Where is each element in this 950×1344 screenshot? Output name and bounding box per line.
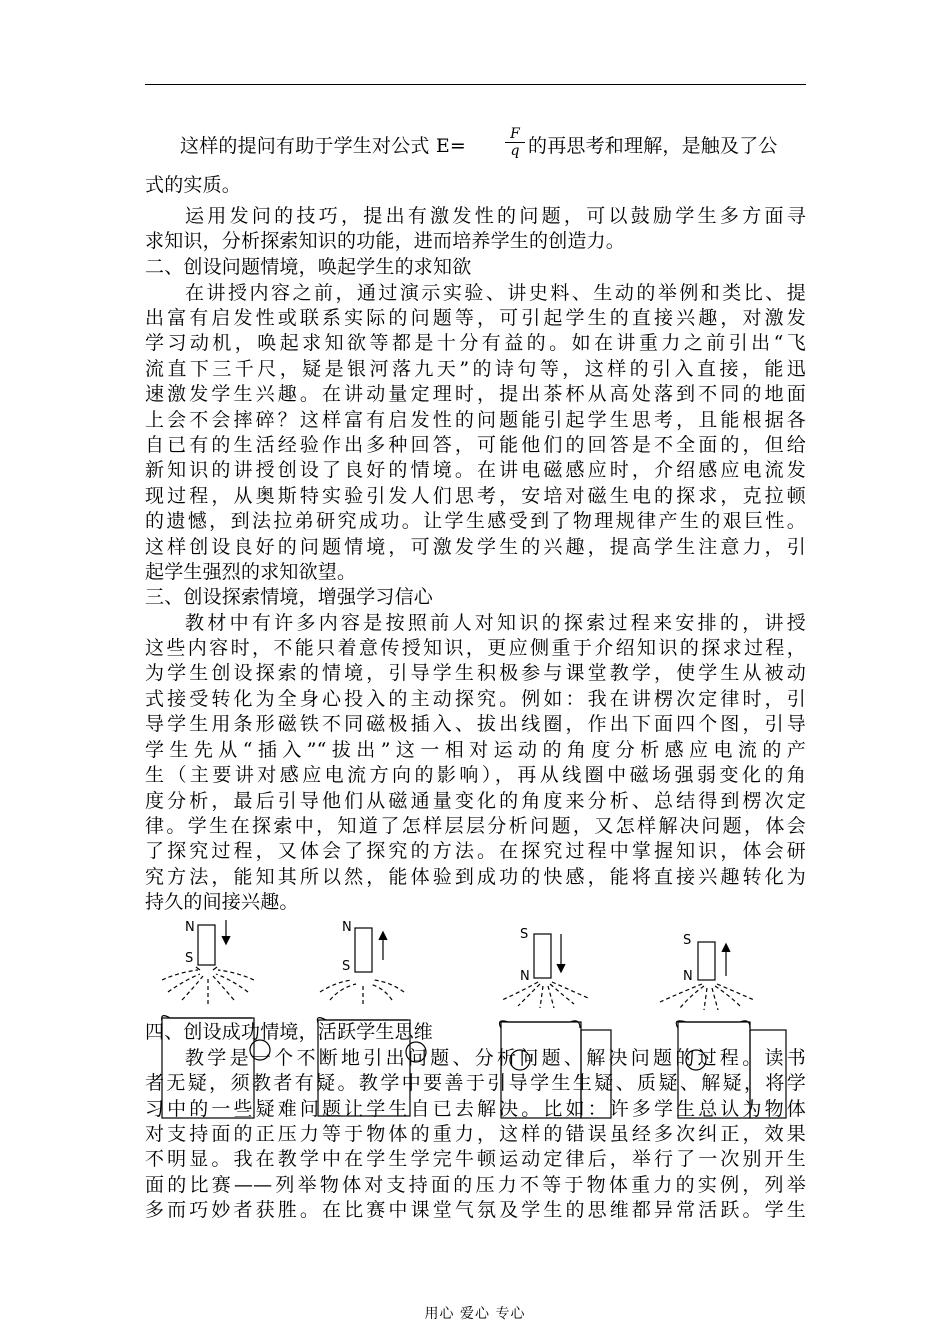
text-line: 运用发问的技巧，提出有激发性的问题，可以鼓励学生多方面寻 [185, 205, 806, 227]
text-line: 习中的一些疑难问题让学生自已去解决。比如：许多学生总认为物体 [145, 1098, 806, 1120]
pole-label: N [683, 969, 693, 984]
text-line: 现过程，从奥斯特实验引发人们思考，安培对磁生电的探求，克拉顿 [145, 485, 806, 507]
text-line: 在讲授内容之前，通过演示实验、讲史料、生动的举例和类比、提 [185, 282, 806, 304]
pole-label: N [185, 920, 195, 935]
text-line: 面的比赛——列举物体对支持面的压力不等于物体重力的实例，列举 [145, 1174, 806, 1196]
text-line: 新知识的讲授创设了良好的情境。在讲电磁感应时，介绍感应电流发 [145, 459, 806, 481]
pole-label: N [342, 920, 352, 935]
text-line: 式的实质。 [145, 174, 242, 196]
pole-label: N [520, 969, 530, 984]
section-heading: 三、创设探索情境，增强学习信心 [145, 586, 434, 608]
formula-fraction [505, 126, 525, 159]
text-line: 教学是一个不断地引出问题、分析问题、解决问题的过程。读书 [185, 1047, 806, 1069]
page-footer: 用心 爱心 专心 [424, 1306, 526, 1322]
text-line: 上会不会摔碎？这样富有启发性的问题能引起学生思考，且能根据各 [145, 409, 806, 431]
text-line: 生（主要讲对感应电流方向的影响），再从线圈中磁场强弱变化的角 [145, 764, 806, 786]
text-line: 究方法，能知其所以然，能体验到成功的快感，能将直接兴趣转化为 [145, 866, 806, 888]
text-line: 的再思考和理解，是触及了公 [528, 135, 778, 157]
text-line: 学生先从“插入”“拔出”这一相对运动的角度分析感应电流的产 [145, 739, 806, 761]
header-rule [145, 84, 806, 85]
formula-numerator: F [505, 126, 525, 143]
text-line: 起学生强烈的求知欲望。 [145, 561, 357, 583]
text-line: 对支持面的正压力等于物体的重力，这样的错误虽经多次纠正，效果 [145, 1123, 806, 1145]
text-line: 导学生用条形磁铁不同磁极插入、拔出线圈，作出下面四个图，引导 [145, 713, 806, 735]
text-line: 不明显。我在教学中在学生学完牛顿运动定律后，举行了一次别开生 [145, 1148, 806, 1170]
text-line: 持久的间接兴趣。 [145, 891, 299, 913]
text-line: 速激发学生兴趣。在讲动量定理时，提出茶杯从高处落到不同的地面 [145, 383, 806, 405]
formula-denominator: q [510, 143, 520, 159]
pole-label: S [520, 927, 529, 942]
text-line: 自已有的生活经验作出多种回答，可能他们的回答是不全面的，但给 [145, 434, 806, 456]
text-line: 度分析，最后引导他们从磁通量变化的角度来分析、总结得到楞次定 [145, 790, 806, 812]
text-line: 流直下三千尺，疑是银河落九天”的诗句等，这样的引入直接，能迅 [145, 358, 806, 380]
pole-label: S [185, 951, 194, 966]
text-line: 了探究过程，又体会了探究的方法。在探究过程中掌握知识，体会研 [145, 840, 806, 862]
text-line: 教材中有许多内容是按照前人对知识的探索过程来安排的，讲授 [185, 612, 806, 634]
text-line: 求知识，分析探索知识的功能，进而培养学生的创造力。 [145, 230, 626, 252]
section-heading: 四、创设成功情境，活跃学生思维 [145, 1021, 434, 1043]
text-line: 这样的提问有助于学生对公式 E= [180, 135, 467, 157]
text-line: 为学生创设探索的情境，引导学生积极参与课堂教学，使学生从被动 [145, 662, 806, 684]
text-line: 的遗憾，到法拉弟研究成功。让学生感受到了物理规律产生的艰巨性。 [145, 510, 806, 532]
section-heading: 二、创设问题情境，唤起学生的求知欲 [145, 256, 472, 278]
text-line: 这些内容时，不能只着意传授知识，更应侧重于介绍知识的探求过程， [145, 637, 806, 659]
text-line: 者无疑，须教者有疑。教学中要善于引导学生生疑、质疑、解疑，将学 [145, 1072, 806, 1094]
pole-label: S [683, 933, 692, 948]
text-line: 这样创设良好的问题情境，可激发学生的兴趣，提高学生注意力，引 [145, 536, 806, 558]
text-line: 律。学生在探索中，知道了怎样层层分析问题，又怎样解决问题，体会 [145, 815, 806, 837]
text-line: 式接受转化为全身心投入的主动探究。例如：我在讲楞次定律时，引 [145, 688, 806, 710]
text-line: 出富有启发性或联系实际的问题等，可引起学生的直接兴趣，对激发 [145, 307, 806, 329]
text-line: 学习动机，唤起求知欲等都是十分有益的。如在讲重力之前引出“飞 [145, 332, 806, 354]
text-line: 多而巧妙者获胜。在比赛中课堂气氛及学生的思维都异常活跃。学生 [145, 1199, 806, 1221]
pole-label: S [342, 959, 351, 974]
